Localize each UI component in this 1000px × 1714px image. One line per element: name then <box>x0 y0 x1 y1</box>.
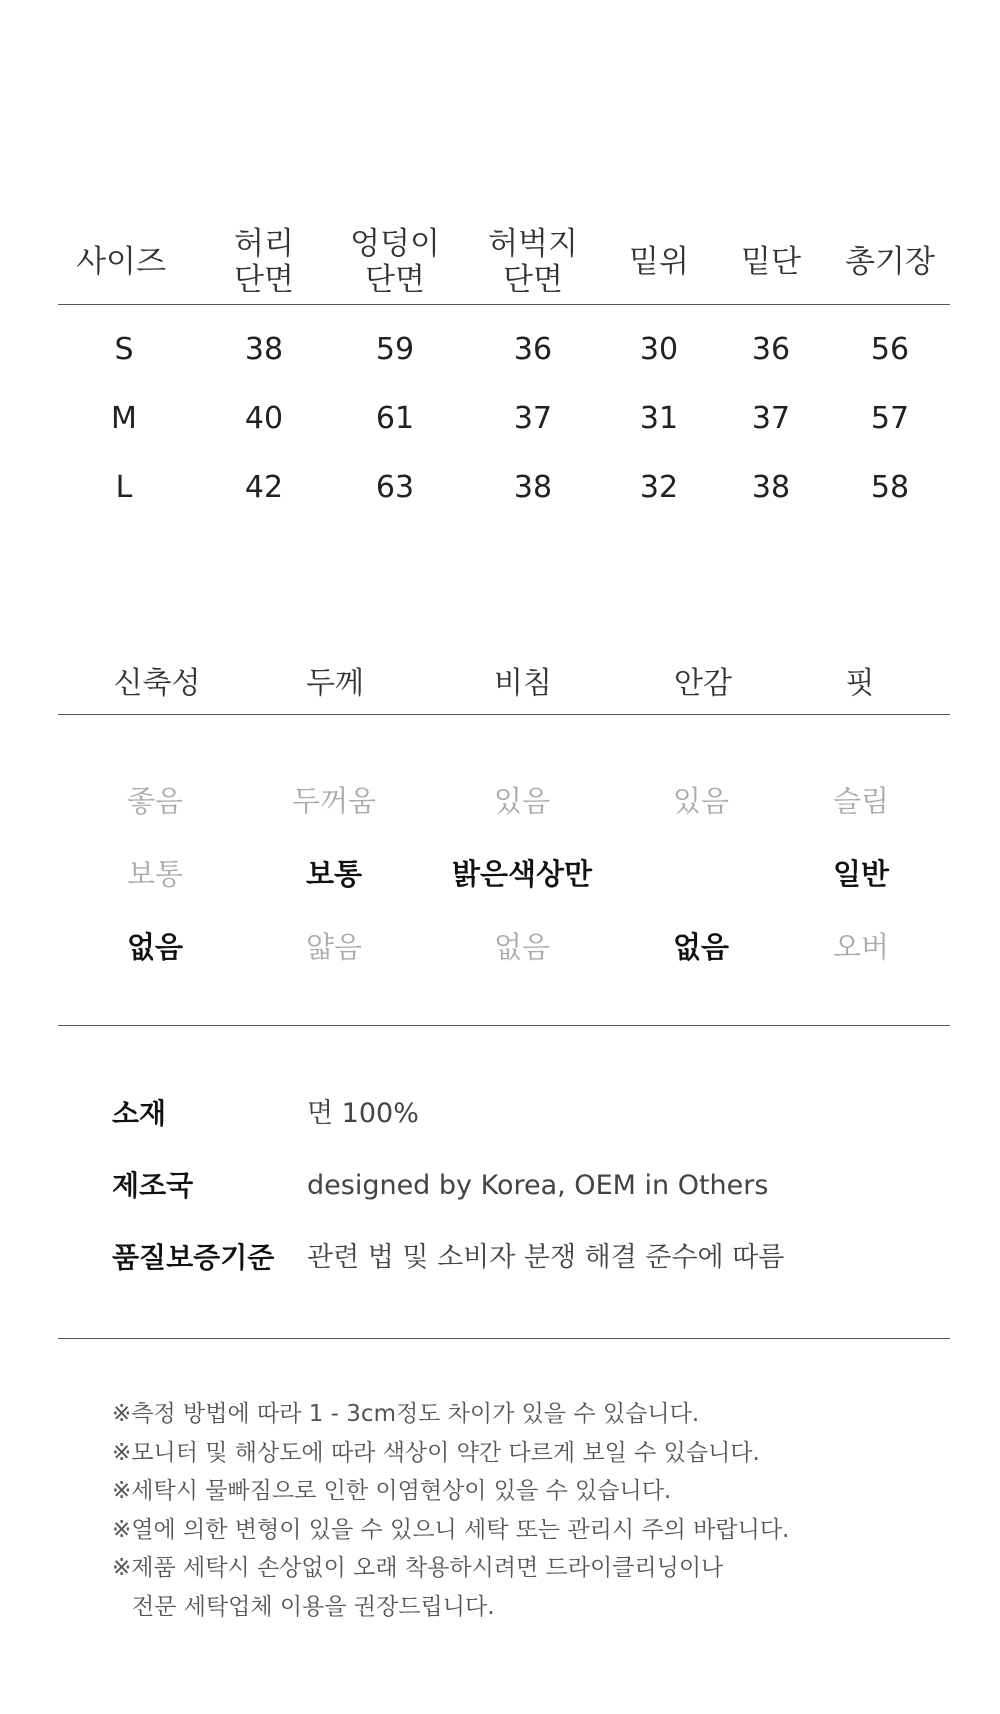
hem-value: 37 <box>751 401 791 436</box>
header-waist: 허리 단면 <box>234 226 294 298</box>
fit-option: 오버 <box>832 930 890 964</box>
size-table-header <box>58 222 950 302</box>
fit-option: 슬림 <box>832 784 890 818</box>
size-label: L <box>115 470 133 505</box>
lining-option: 있음 <box>672 784 730 818</box>
rise-value: 31 <box>639 401 679 436</box>
origin-row <box>112 1165 950 1207</box>
thickness-option: 얇음 <box>305 930 363 964</box>
table-row <box>58 399 950 439</box>
note-line: 전문 세탁업체 이용을 권장드립니다. <box>132 1593 495 1620</box>
care-notes <box>112 1395 952 1626</box>
fit-option-selected: 일반 <box>832 857 890 891</box>
attribute-section-divider <box>58 1025 950 1026</box>
table-row <box>58 330 950 370</box>
thigh-value: 37 <box>513 401 553 436</box>
attribute-row <box>58 925 950 969</box>
sheerness-option: 없음 <box>493 930 551 964</box>
rise-value: 32 <box>639 470 679 505</box>
header-stretch: 신축성 <box>113 666 201 701</box>
note-line: ※모니터 및 해상도에 따라 색상이 약간 다르게 보일 수 있습니다. <box>112 1439 760 1466</box>
hip-value: 61 <box>375 401 415 436</box>
attribute-row <box>58 852 950 896</box>
quality-row <box>112 1237 950 1279</box>
header-fit: 핏 <box>845 666 875 701</box>
header-hem: 밑단 <box>741 244 801 280</box>
waist-value: 40 <box>244 401 284 436</box>
stretch-option: 좋음 <box>126 784 184 818</box>
hip-value: 63 <box>375 470 415 505</box>
lining-option-selected: 없음 <box>672 930 730 964</box>
note-line: ※제품 세탁시 손상없이 오래 착용하시려면 드라이클리닝이나 <box>112 1555 724 1581</box>
quality-label: 품질보증기준 <box>112 1241 275 1274</box>
sheerness-option-selected: 밝은색상만 <box>451 857 593 891</box>
size-label: S <box>114 332 134 367</box>
size-label: M <box>111 401 137 436</box>
material-row <box>112 1093 950 1135</box>
attribute-table-divider <box>58 714 950 715</box>
header-total-length: 총기장 <box>845 244 935 280</box>
size-table-divider <box>58 304 950 305</box>
header-thigh: 허벅지 단면 <box>488 226 578 298</box>
waist-value: 42 <box>244 470 284 505</box>
rise-value: 30 <box>639 332 679 367</box>
material-label: 소재 <box>112 1097 167 1130</box>
hem-value: 38 <box>751 470 791 505</box>
header-thickness: 두께 <box>306 666 364 701</box>
note-line: ※열에 의한 변형이 있을 수 있으니 세탁 또는 관리시 주의 바랍니다. <box>112 1516 790 1543</box>
waist-value: 38 <box>244 332 284 367</box>
hip-value: 59 <box>375 332 415 367</box>
sheerness-option: 있음 <box>493 784 551 818</box>
header-lining: 안감 <box>674 666 732 701</box>
thickness-option: 두꺼움 <box>291 784 377 818</box>
header-hip: 엉덩이 단면 <box>350 226 440 298</box>
table-row <box>58 468 950 508</box>
total-length-value: 58 <box>870 470 910 505</box>
origin-value: designed by Korea, OEM in Others <box>307 1170 769 1201</box>
stretch-option-selected: 없음 <box>126 930 184 964</box>
header-size: 사이즈 <box>76 244 166 280</box>
material-value: 면 100% <box>307 1098 419 1129</box>
thickness-option-selected: 보통 <box>305 857 363 891</box>
header-rise: 밑위 <box>629 244 689 280</box>
attribute-row <box>58 779 950 823</box>
total-length-value: 57 <box>870 401 910 436</box>
hem-value: 36 <box>751 332 791 367</box>
origin-label: 제조국 <box>112 1169 194 1202</box>
note-line: ※측정 방법에 따라 1 - 3cm정도 차이가 있을 수 있습니다. <box>112 1401 700 1427</box>
header-sheerness: 비침 <box>494 666 552 701</box>
total-length-value: 56 <box>870 332 910 367</box>
attribute-table-header <box>58 660 950 708</box>
quality-value: 관련 법 및 소비자 분쟁 해결 준수에 따름 <box>307 1242 785 1273</box>
info-section-divider <box>58 1338 950 1339</box>
stretch-option: 보통 <box>126 857 184 891</box>
thigh-value: 38 <box>513 470 553 505</box>
note-line: ※세탁시 물빠짐으로 인한 이염현상이 있을 수 있습니다. <box>112 1478 672 1504</box>
thigh-value: 36 <box>513 332 553 367</box>
